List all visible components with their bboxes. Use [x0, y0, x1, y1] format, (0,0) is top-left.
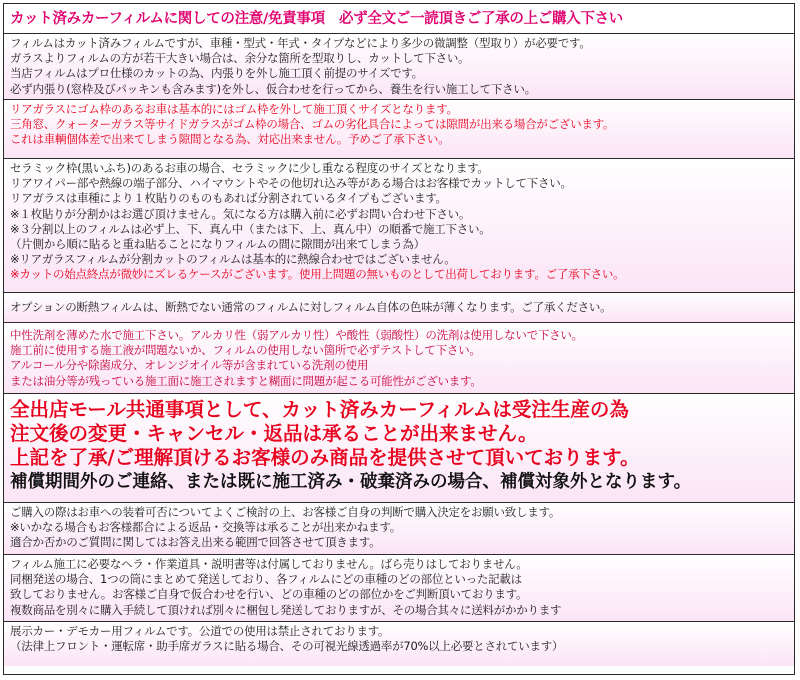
notice-line: ※３分割以上のフィルムは必ず上、下、真ん中（または下、上、真ん中）の順番で施工下さい。 [10, 221, 491, 236]
notice-line: 当店フィルムはプロ仕様のカットの為、内張りを外し施工頂く前提のサイズです。 [10, 66, 423, 81]
notice-line: 三角窓、クォーターガラス等サイドガラスがゴム枠の場合、ゴムの劣化具合によっては隙間が出来る場合がございます。 [10, 117, 615, 132]
notice-line: 適合か否かのご質問に関してはお答え出来る範囲で回答させて頂きます。 [10, 535, 381, 550]
notice-line-emphasis: 全出店モール共通事項として、カット済みカーフィルムは受注生産の為 [10, 398, 629, 421]
notice-line: リアガラスにゴム枠のあるお車は基本的にはゴム枠を外して施工頂くサイズとなります。 [10, 102, 458, 116]
notice-line-warning: ※カットの始点終点が微妙にズレるケースがございます。使用上問題の無いものとして出荷しております。ご了承下さい。 [10, 267, 625, 282]
notice-line: 同梱発送の場合、1つの筒にまとめて発送しており、各フィルムにどの車種のどの部位といった記載は [10, 572, 522, 587]
notice-line-emphasis: 補償期間外のご連絡、または既に施工済み・破棄済みの場合、補償対象外となります。 [10, 472, 692, 492]
notice-line: （法律上フロント・運転席・助手席ガラスに貼る場合、その可視光線透過率が70%以上必要とされています） [10, 639, 564, 654]
notice-line: ※１枚貼りが分割かはお選び頂けません。気になる方は購入前に必ずお問い合わせ下さい。 [10, 206, 471, 221]
notice-line-emphasis: 注文後の変更・キャンセル・返品は承ることが出来ません。 [10, 422, 538, 445]
section-accessories-shipping [4, 555, 794, 622]
notice-line: リアワイパー部や熱線の端子部分、ハイマウントやその他切れ込み等がある場合はお客様でカットして下さい。 [10, 176, 572, 191]
section-purchase-decision [4, 503, 794, 555]
notice-line: 中性洗剤を薄めた水で施工下さい。アルカリ性（弱アルカリ性）や酸性（弱酸性）の洗剤は使用しないで下さい。 [10, 328, 583, 342]
section-ceramic-rear-glass [4, 159, 794, 293]
notice-line: オプションの断熱フィルムは、断熱でない通常のフィルムに対しフィルム自体の色味が薄くなります。ご了承ください。 [10, 300, 612, 314]
notice-line: ご購入の際はお車への装着可否についてよくご検討の上、お客様ご自身の判断で購入決定をお願い致します。 [10, 505, 561, 519]
notice-title: カット済みカーフィルムに関しての注意/免責事項 必ず全文ご一読頂きご了承の上ご購入下さい [4, 4, 794, 34]
notice-line: セラミック枠(黒いふち)のあるお車の場合、セラミックに少し重なる程度のサイズとなります。 [10, 161, 489, 175]
notice-line: ※リアガラスフィルムが分割カットのフィルムは基本的に熱線合わせではございません。 [10, 252, 456, 267]
notice-line: （片側から順に貼ると重ね貼ることになりフィルムの間に隙間が出来てしまう為） [10, 237, 425, 252]
notice-line: ガラスよりフィルムの方が若干大きい場合は、余分な箇所を型取りし、カットして下さい。 [10, 51, 470, 66]
notice-line: フィルムはカット済みフィルムですが、車種・型式・年式・タイプなどにより多少の微調整（型取り）が必要です。 [10, 36, 591, 50]
notice-frame [3, 3, 795, 675]
notice-line: 展示カー・デモカー用フィルムです。公道での使用は禁止されております。 [10, 624, 390, 638]
section-no-cancellation [4, 394, 794, 503]
section-demo-car [4, 622, 794, 666]
notice-line: 施工前に使用する施工液が問題ないか、フィルムの使用しない箇所で必ずテストして下さい。 [10, 343, 481, 358]
notice-line: 複数商品を別々に購入手続して頂ければ別々に梱包し発送しておりますが、その場合其々に送料がかかります [10, 602, 562, 617]
notice-line: ※いかなる場合もお客様都合による返品・交換等は承ることが出来かねます。 [10, 520, 401, 535]
section-detergent [4, 323, 794, 394]
notice-line: フィルム施工に必要なヘラ・作業道具・説明書等は付属しておりません。ばら売りはしておりません。 [10, 557, 528, 571]
notice-line: これは車輌個体差で出来てしまう隙間となる為、対応出来ません。予めご了承下さい。 [10, 132, 450, 147]
notice-line: または油分等が残っている施工面に施工されますと糊面に問題が起こる可能性がございます。 [10, 373, 482, 388]
notice-line: アルコール分や除菌成分、オレンジオイル等が含まれている洗剤の使用 [10, 358, 369, 373]
section-rubber-frame [4, 100, 794, 159]
notice-line-emphasis: 上記を了承/ご理解頂けるお客様のみ商品を提供させて頂いております。 [10, 446, 640, 469]
section-insulation-option [4, 293, 794, 323]
notice-line: 必ず内張り(窓枠及びパッキンも含みます)を外し、仮合わせを行ってから、養生を行い施工して下さい。 [10, 81, 536, 96]
notice-line: リアガラスは車種により１枚貼りのものもあれば分割されているタイプもございます。 [10, 191, 447, 206]
notice-line: 致しておりません。お客様ご自身で仮合わせを行い、どの車種のどの部位かをご判断頂いております。 [10, 587, 528, 602]
section-fit-adjustment [4, 34, 794, 100]
